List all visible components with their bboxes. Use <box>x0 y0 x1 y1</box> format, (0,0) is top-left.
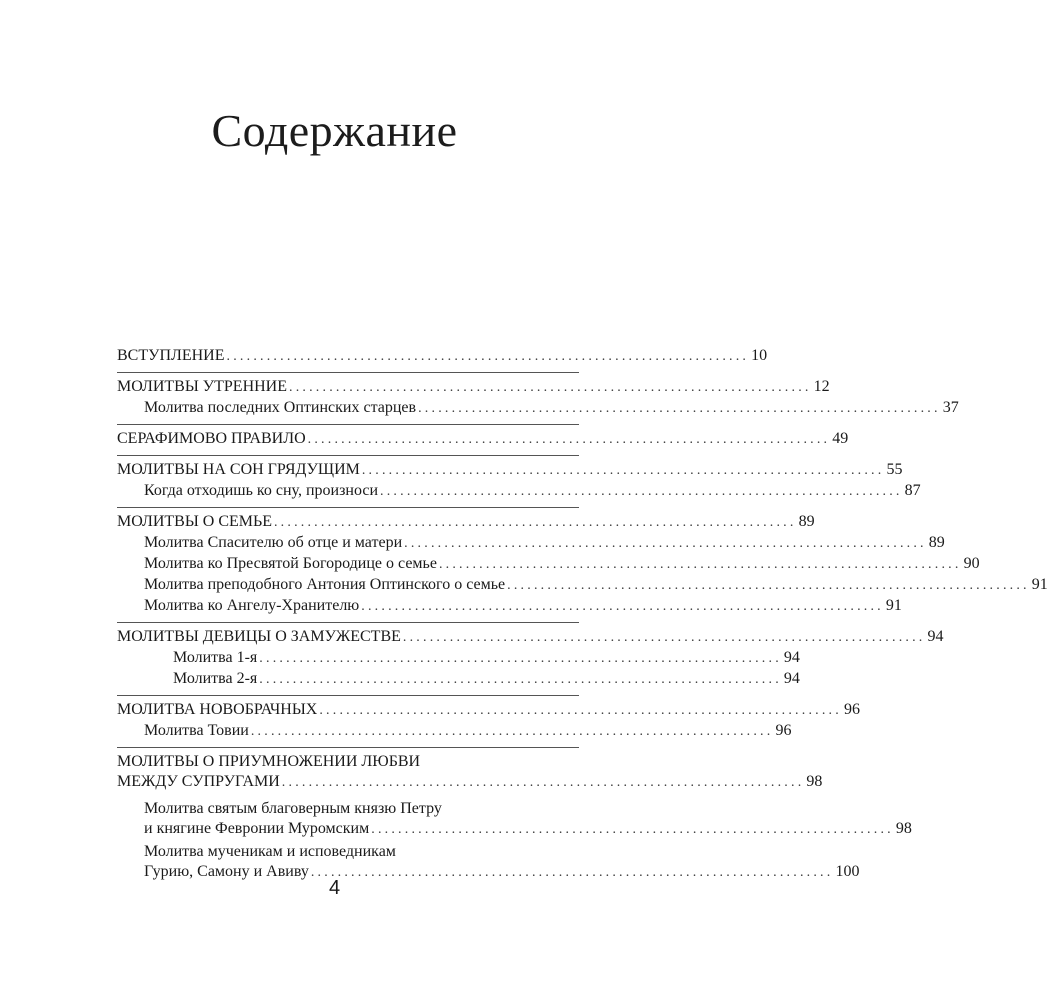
toc-entry-page: 12 <box>813 378 830 395</box>
toc-subentry <box>144 554 980 575</box>
toc-entry-title-line2: МЕЖДУ СУПРУГАМИ <box>117 773 280 790</box>
dot-leader: .............................................................................. <box>273 515 797 530</box>
toc-entry-title: МОЛИТВЫ УТРЕННИЕ <box>117 378 287 395</box>
toc-entry-page: 98 <box>806 773 823 790</box>
toc-subentry <box>144 398 959 419</box>
toc-entry <box>117 700 860 721</box>
toc-entry <box>117 627 944 648</box>
section-divider <box>117 622 579 623</box>
toc-subentry <box>144 799 912 840</box>
toc-subentry <box>173 648 800 669</box>
table-of-contents <box>117 346 1048 883</box>
toc-entry-page: 96 <box>775 722 792 739</box>
section-divider <box>117 372 579 373</box>
toc-subentry <box>144 575 1048 596</box>
toc-entry-title: Молитва 2-я <box>173 670 258 687</box>
toc-entry <box>117 512 815 533</box>
toc-entry-title: МОЛИТВЫ ДЕВИЦЫ О ЗАМУЖЕСТВЕ <box>117 628 401 645</box>
section-divider <box>117 695 579 696</box>
toc-entry-title-line1: Молитва святым благоверным князю Петру <box>144 800 442 817</box>
toc-entry-title: Молитва последних Оптинских старцев <box>144 399 417 416</box>
toc-entry <box>117 460 903 481</box>
dot-leader: .............................................................................. <box>507 578 1030 593</box>
toc-entry <box>117 377 830 398</box>
dot-leader: .............................................................................. <box>310 865 834 880</box>
toc-entry-page: 49 <box>832 430 849 447</box>
toc-entry-line2 <box>117 772 823 793</box>
toc-entry <box>117 346 768 367</box>
toc-entry-title-line1: МОЛИТВЫ О ПРИУМНОЖЕНИИ ЛЮБВИ <box>117 753 421 770</box>
toc-entry-title-line1: Молитва мученикам и исповедникам <box>144 843 396 860</box>
toc-entry-title: Молитва преподобного Антония Оптинского о семье <box>144 576 506 593</box>
toc-entry-page: 94 <box>927 628 944 645</box>
dot-leader: .............................................................................. <box>438 557 962 572</box>
toc-entry-title: Молитва 1-я <box>173 649 258 666</box>
toc-entry-title: Молитва Товии <box>144 722 249 739</box>
dot-leader: .............................................................................. <box>281 775 805 790</box>
dot-leader: .............................................................................. <box>418 401 941 416</box>
dot-leader: .............................................................................. <box>361 463 885 478</box>
section-divider <box>117 455 579 456</box>
toc-entry <box>117 429 849 450</box>
toc-entry-title: СЕРАФИМОВО ПРАВИЛО <box>117 430 306 447</box>
section-divider <box>117 424 579 425</box>
toc-entry-title: Молитва Спасителю об отце и матери <box>144 534 403 551</box>
toc-entry-page: 91 <box>885 597 902 614</box>
dot-leader: .............................................................................. <box>380 484 903 499</box>
toc-entry-page: 89 <box>798 513 815 530</box>
toc-entry <box>117 752 823 793</box>
toc-entry-title: Молитва ко Ангелу-Хранителю <box>144 597 360 614</box>
toc-subentry <box>144 533 945 554</box>
toc-subentry <box>144 596 902 617</box>
dot-leader: .............................................................................. <box>226 349 750 364</box>
page-number: 4 <box>328 877 341 899</box>
toc-entry-page: 89 <box>928 534 945 551</box>
dot-leader: .............................................................................. <box>250 724 774 739</box>
toc-entry-page: 37 <box>942 399 959 416</box>
toc-entry-line2 <box>144 819 912 840</box>
toc-entry-page: 10 <box>751 347 768 364</box>
dot-leader: .............................................................................. <box>361 599 884 614</box>
dot-leader: .............................................................................. <box>259 651 782 666</box>
toc-subentry <box>144 721 792 742</box>
toc-entry-page: 90 <box>963 555 980 572</box>
section-divider <box>117 507 579 508</box>
dot-leader: .............................................................................. <box>307 432 831 447</box>
toc-entry-page: 94 <box>783 670 800 687</box>
toc-entry-page: 87 <box>904 482 921 499</box>
section-divider <box>117 747 579 748</box>
toc-entry-page: 91 <box>1031 576 1048 593</box>
toc-entry-title: МОЛИТВЫ НА СОН ГРЯДУЩИМ <box>117 461 360 478</box>
toc-entry-title: Молитва ко Пресвятой Богородице о семье <box>144 555 437 572</box>
toc-entry-page: 94 <box>783 649 800 666</box>
toc-entry-page: 55 <box>886 461 903 478</box>
toc-entry-title: МОЛИТВЫ О СЕМЬЕ <box>117 513 272 530</box>
dot-leader: .............................................................................. <box>402 630 926 645</box>
toc-entry-title-line2: Гурию, Самону и Авиву <box>144 863 309 880</box>
dot-leader: .............................................................................. <box>259 672 782 687</box>
dot-leader: .............................................................................. <box>319 703 842 718</box>
dot-leader: .............................................................................. <box>404 536 927 551</box>
toc-entry-page: 96 <box>843 701 860 718</box>
toc-subentry <box>144 481 921 502</box>
page-title: Содержание <box>211 105 458 156</box>
toc-entry-title: Когда отходишь ко сну, произноси <box>144 482 379 499</box>
dot-leader: .............................................................................. <box>371 822 894 837</box>
toc-entry-title: МОЛИТВА НОВОБРАЧНЫХ <box>117 701 318 718</box>
dot-leader: .............................................................................. <box>289 380 812 395</box>
toc-subentry <box>173 669 800 690</box>
toc-entry-page: 98 <box>895 820 912 837</box>
toc-entry-title-line2: и княгине Февронии Муромским <box>144 820 370 837</box>
toc-entry-page: 100 <box>835 863 860 880</box>
toc-entry-title: ВСТУПЛЕНИЕ <box>117 347 225 364</box>
